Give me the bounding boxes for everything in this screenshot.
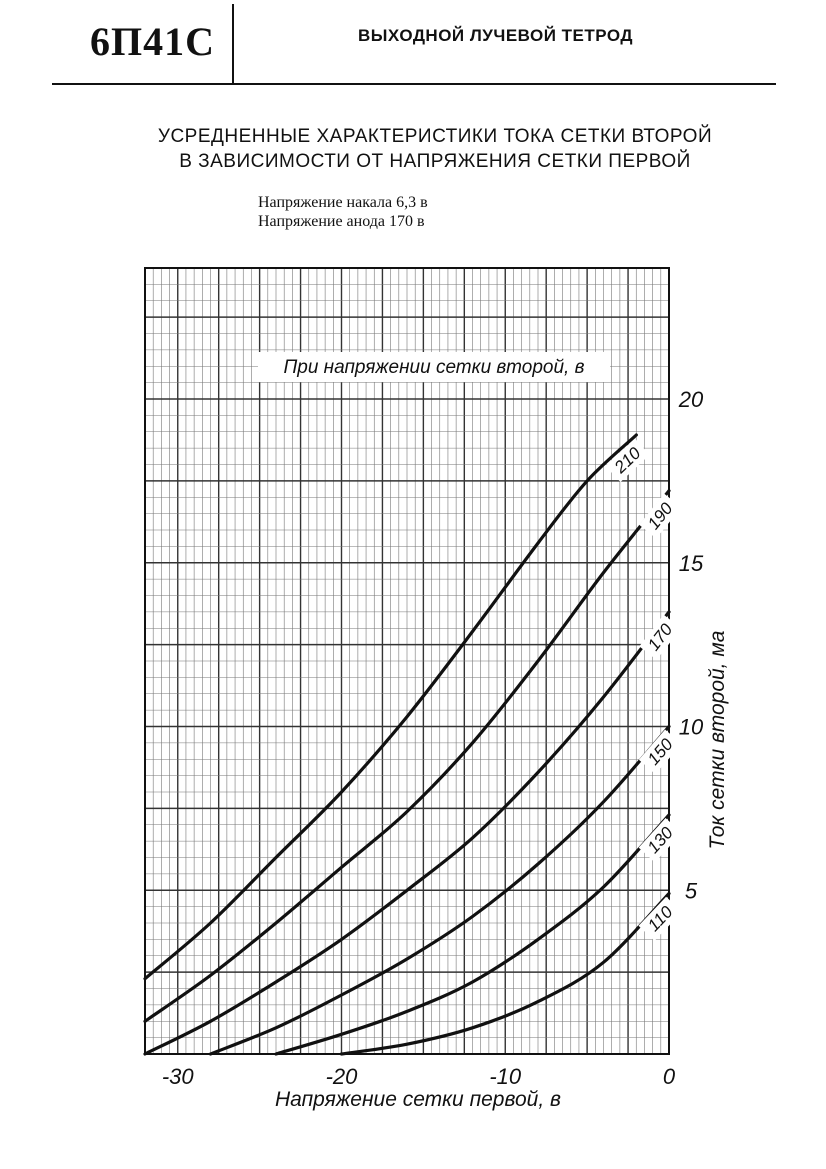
series-label-170: 170: [644, 620, 677, 655]
y-tick-label: 10: [678, 714, 704, 740]
y-tick-label: 15: [678, 550, 704, 576]
anode-voltage-note: Напряжение анода 170 в: [258, 213, 425, 230]
legend-title: При напряжении сетки второй, в: [283, 357, 585, 378]
tube-description: ВЫХОДНОЙ ЛУЧЕВОЙ ТЕТРОД: [358, 26, 634, 45]
x-axis-label: Напряжение сетки первой, в: [275, 1088, 561, 1111]
x-tick-label: 0: [662, 1064, 676, 1089]
x-tick-label: -20: [325, 1064, 358, 1089]
chart-title-line-2: В ЗАВИСИМОСТИ ОТ НАПРЯЖЕНИЯ СЕТКИ ПЕРВОЙ: [179, 151, 691, 172]
y-tick-label: 5: [684, 878, 698, 904]
y-tick-label: 20: [678, 387, 704, 412]
series-label-210: 210: [610, 443, 645, 477]
series-label-110: 110: [644, 902, 677, 936]
heater-voltage-note: Напряжение накала 6,3 в: [258, 194, 428, 211]
tube-type: 6П41С: [90, 19, 215, 64]
y-axis-label: Ток сетки второй, ма: [706, 630, 729, 850]
series-label-190: 190: [643, 499, 677, 534]
series-label-130: 130: [643, 823, 677, 858]
chart-title-line-1: УСРЕДНЕННЫЕ ХАРАКТЕРИСТИКИ ТОКА СЕТКИ ВТОРОЙ: [157, 126, 713, 147]
series-label-150: 150: [643, 734, 677, 769]
x-tick-label: -30: [161, 1064, 194, 1089]
x-tick-label: -10: [489, 1064, 522, 1089]
